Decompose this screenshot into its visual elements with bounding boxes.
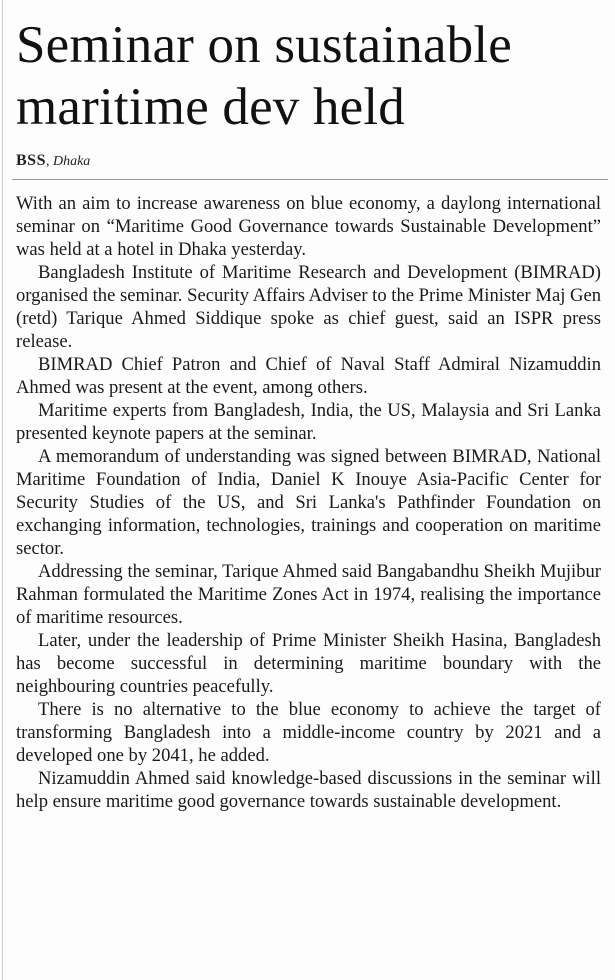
paragraph-9: Nizamuddin Ahmed said knowledge-based discussions in the seminar will help ensure maritime good governance towards sustainable development. [16, 768, 601, 812]
column-border [2, 0, 3, 980]
headline [16, 14, 606, 138]
paragraph-5: A memorandum of understanding was signed between BIMRAD, National Maritime Foundation of India, Daniel K Inouye Asia-Pacific Center for Security Studies of the US, and Sri Lanka's Pathfinder Foundation on exchanging information, technologies, trainings and cooperation on maritime sector. [16, 446, 601, 559]
paragraph-2: Bangladesh Institute of Maritime Research and Development (BIMRAD) organised the seminar. Security Affairs Adviser to the Prime Minister Maj Gen (retd) Tarique Ahmed Siddique spoke as chief guest, said an ISPR press release. [16, 262, 601, 352]
paragraph-4: Maritime experts from Bangladesh, India, the US, Malaysia and Sri Lanka presented keynote papers at the seminar. [16, 400, 601, 444]
byline-divider [12, 179, 608, 180]
byline-separator: , [45, 154, 53, 169]
paragraph-7: Later, under the leadership of Prime Minister Sheikh Hasina, Bangladesh has become successful in determining maritime boundary with the neighbouring countries peacefully. [16, 630, 601, 697]
news-agency: BSS [16, 152, 46, 169]
article-body [16, 192, 601, 813]
paragraph-8: There is no alternative to the blue economy to achieve the target of transforming Bangladesh into a middle-income country by 2021 and a developed one by 2041, he added. [16, 699, 601, 766]
headline-line-2: maritime dev held [16, 78, 405, 136]
paragraph-6: Addressing the seminar, Tarique Ahmed said Bangabandhu Sheikh Mujibur Rahman formulated the Maritime Zones Act in 1974, realising the importance of maritime resources. [16, 561, 601, 628]
dateline-place: Dhaka [52, 154, 91, 169]
headline-line-1: Seminar on sustainable [16, 16, 513, 74]
paragraph-3: BIMRAD Chief Patron and Chief of Naval Staff Admiral Nizamuddin Ahmed was present at the event, among others. [16, 354, 601, 398]
byline [16, 152, 90, 170]
paragraph-1: With an aim to increase awareness on blue economy, a daylong international seminar on “Maritime Good Governance towards Sustainable Development” was held at a hotel in Dhaka yesterday. [16, 193, 601, 260]
